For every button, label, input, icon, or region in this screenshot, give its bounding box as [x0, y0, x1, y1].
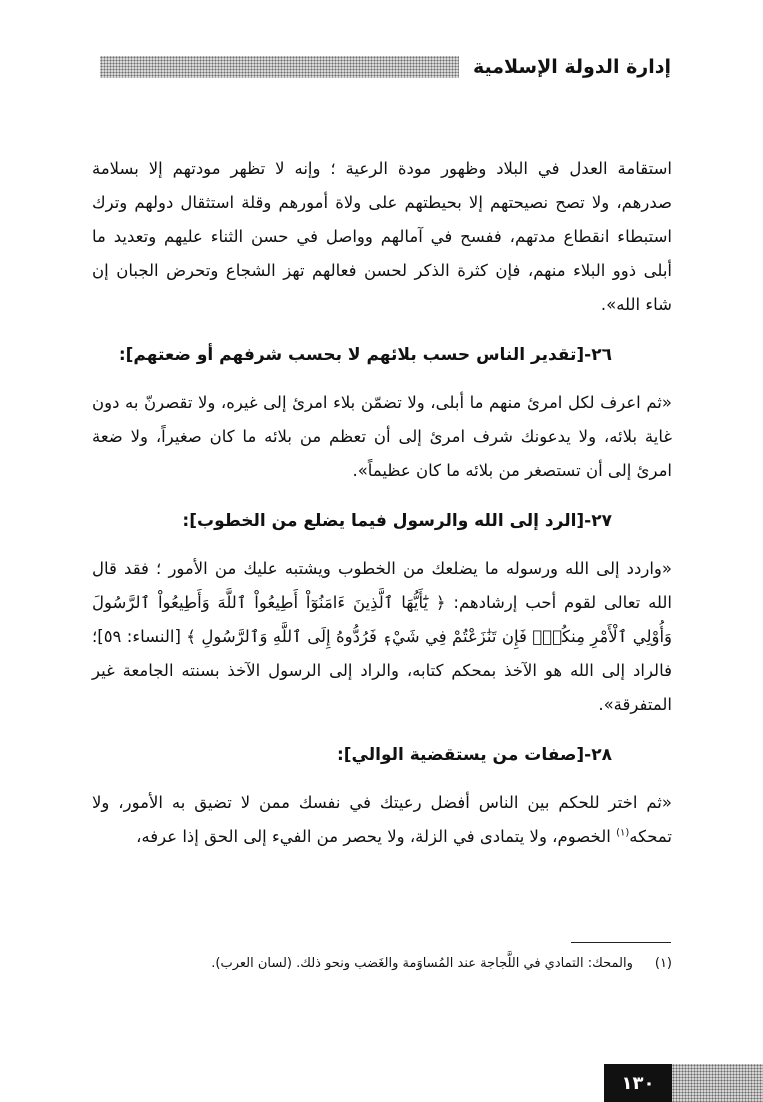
section-heading-26: ٢٦-[تقدير الناس حسب بلائهم لا بحسب شرفهم أو ضعتهم]:: [118, 345, 612, 365]
header-title: إدارة الدولة الإسلامية: [472, 56, 671, 78]
paragraph-28: [92, 786, 672, 854]
header-ornament-bar: [100, 56, 459, 78]
page-number: ١٣٠: [604, 1064, 672, 1102]
page-number-ornament: [672, 1064, 763, 1102]
paragraph-26: «ثم اعرف لكل امرئ منهم ما أبلى، ولا تضمّن بلاء امرئ إلى غيره، ولا تقصرنّ به دون غاية بلائه، ولا يدعونك شرف امرئ إلى أن تعظم من بلائه ما كان صغيراً، ولا ضعة امرئ إلى أن تستصغر من بلائه ما كان عظيماً».: [92, 393, 672, 480]
section-heading-27: ٢٧-[الرد إلى الله والرسول فيما يضلع من الخطوب]:: [182, 511, 612, 531]
footnote-text: والمحك: التمادي في اللَّجاجة عند المُساوَمة والغَضب ونحو ذلك. (لسان العرب).: [211, 956, 633, 971]
paragraph-28-text-a: «ثم اختر للحكم بين الناس أفضل رعيتك في نفسك ممن لا تضيق به الأمور، ولا تمحكه: [92, 793, 672, 846]
paragraph-28-text-b: الخصوم، ولا يتمادى في الزلة، ولا يحصر من الفيء إلى الحق إذا عرفه،: [136, 827, 611, 846]
section-heading-28: ٢٨-[صفات من يستقضية الوالي]:: [336, 745, 612, 765]
paragraph-27-text-b: [النساء: ٥٩]؛ فالراد إلى الله هو الآخذ بمحكم كتابه، والراد إلى الرسول الآخذ بسنته الجامعة غير المتفرقة».: [92, 627, 672, 714]
footnote: [92, 952, 672, 976]
footnote-marker[interactable]: (١): [616, 827, 630, 839]
quran-verse: ﴿ يَٰٓأَيُّهَا ٱلَّذِينَ ءَامَنُوٓاْ أَطِيعُواْ ٱللَّهَ وَأَطِيعُواْ ٱلرَّسُولَ وَأُوْلِي ٱلْأَمْرِ مِنكُمْۖ فَإِن تَنَٰزَعْتُمْ فِي شَيْءٖ فَرُدُّوهُ إِلَى ٱللَّهِ وَٱلرَّسُولِ ﴾: [92, 593, 672, 646]
paragraph-intro: استقامة العدل في البلاد وظهور مودة الرعية ؛ وإنه لا تظهر مودتهم إلا بسلامة صدرهم، ولا تصح نصيحتهم إلا بحيطتهم على ولاة أمورهم وقلة استثقال دولهم وترك استبطاء انقطاع مدتهم، ففسح في آمالهم وواصل في حسن الثناء عليهم وتعديد ما أبلى ذوو البلاء منهم، فإن كثرة الذكر لحسن فعالهم تهز الشجاع وتحرض الجبان إن شاء الله».: [92, 159, 672, 314]
paragraph-27: [92, 552, 672, 722]
running-header: [100, 52, 671, 82]
footnote-separator: [571, 942, 671, 943]
footnote-number: (١): [654, 956, 672, 971]
page-body: [92, 152, 672, 854]
paragraph-27-text-a: «واردد إلى الله ورسوله ما يضلعك من الخطوب ويشتبه عليك من الأمور ؛ فقد قال الله تعالى لقوم أحب إرشادهم:: [92, 559, 672, 612]
